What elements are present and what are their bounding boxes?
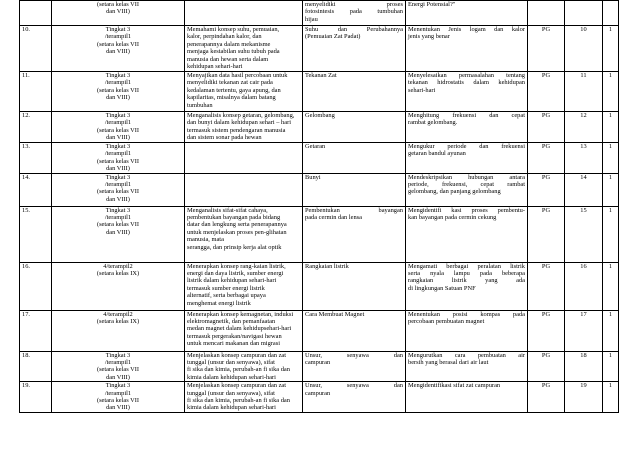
table-row	[20, 382, 619, 413]
score-cell: 1	[603, 351, 619, 382]
material-cell	[303, 26, 406, 72]
competency-cell	[185, 206, 303, 262]
cell-text-line: Mengurutkan cara pembuatan air	[408, 351, 525, 359]
cell-text-line: Menghitung frekuensi dan cepat	[408, 112, 525, 119]
material-cell	[303, 351, 406, 382]
cell-text-line: (setara kelas VII	[96, 188, 140, 196]
indicator-cell	[406, 206, 528, 262]
table-row	[20, 26, 619, 72]
cell-text-line: pembentukan bayangan pada bidang	[187, 214, 281, 222]
cell-text-line: campuran	[305, 389, 331, 397]
cell-text-line: kapilaritas, misalnya dalam batang	[187, 94, 276, 102]
score-cell: 1	[603, 112, 619, 143]
competency-cell	[185, 112, 303, 143]
cell-text-line: Menerapkan konsep rang-kaian listrik,	[187, 262, 286, 270]
cell-text-line: Mendeskripsikan hubungan antara	[408, 173, 525, 181]
level-cell	[52, 112, 185, 143]
material-cell	[303, 72, 406, 112]
question-form-cell: PG	[528, 173, 565, 206]
cell-text-line: Mengidentifikasi sifat zat campuran	[408, 382, 501, 390]
cell-text-line: dan VIII)	[106, 48, 130, 56]
cell-text-line: menghemat energi listrik	[187, 299, 251, 307]
cell-text-line: rambat gelombang.	[408, 119, 458, 127]
cell-text-line: /terampil1	[104, 33, 132, 41]
cell-text-line: kimia dalam kehidupan sehari-hari	[187, 404, 276, 412]
cell-text-line: Menentukan Jenis logam dan kalor	[408, 26, 525, 33]
table-row	[20, 206, 619, 262]
cell-text-line: /terampil1	[104, 181, 132, 189]
cell-text-line: (setara kelas VII	[96, 366, 140, 374]
competency-cell	[185, 262, 303, 310]
cell-text-line: energi dan daya listrik, sumber energi	[187, 270, 284, 278]
material-cell	[303, 262, 406, 310]
cell-text-line: (setara kelas VII	[96, 397, 140, 405]
cell-text-line: Energi Potensial?"	[408, 1, 456, 8]
indicator-cell	[406, 143, 528, 174]
cell-text-line: medan magnet dalam kehidupsehari-hari	[187, 325, 292, 333]
question-number-cell	[565, 1, 603, 26]
competency-cell	[185, 26, 303, 72]
cell-text-line: gelombang, dan panjang gelombang	[408, 188, 501, 196]
cell-text-line: alternatif, serta berbagai upaya	[187, 292, 266, 300]
cell-text-line: dan VIII)	[106, 165, 130, 173]
cell-text-line: tekanan hidrostatis dalam kehidupan	[408, 79, 525, 87]
competency-cell	[185, 143, 303, 174]
level-cell	[52, 143, 185, 174]
cell-text-line: Tingkat 3	[105, 173, 131, 181]
cell-text-line: dan VIII)	[106, 8, 130, 16]
cell-text-line: (Pemuaian Zat Padat)	[305, 33, 361, 41]
cell-text-line: menjaga kestabilan suhu tubuh pada	[187, 48, 280, 56]
cell-text-line: fotosintesis pada tumbuhan	[305, 8, 403, 16]
level-cell	[52, 173, 185, 206]
cell-text-line: Mengamati berbagai peralatan listrik	[408, 262, 525, 270]
question-number-cell: 18	[565, 351, 603, 382]
score-cell: 1	[603, 262, 619, 310]
level-cell	[52, 206, 185, 262]
cell-text-line: kimia dalam kehidupan sehari-hari	[187, 373, 276, 381]
row-number-cell: 14.	[20, 173, 52, 206]
question-number-cell: 19	[565, 382, 603, 413]
material-cell	[303, 112, 406, 143]
cell-text-line: Menyajikan data hasil percobaan untuk	[187, 72, 288, 79]
cell-text-line: elektromagnetik, dan pemanfaatan	[187, 318, 276, 326]
cell-text-line: Tingkat 3	[105, 26, 131, 33]
table-row	[20, 72, 619, 112]
cell-text-line: Menganalisis konsep getaran, gelombang,	[187, 112, 295, 119]
score-cell: 1	[603, 173, 619, 206]
cell-text-line: fi sika dan kimia, perubah-an fi sika dan	[187, 397, 290, 405]
cell-text-line: Unsur, senyawa dan	[305, 351, 403, 359]
material-cell	[303, 310, 406, 351]
indicator-cell	[406, 262, 528, 310]
competency-cell	[185, 310, 303, 351]
question-form-cell: PG	[528, 112, 565, 143]
row-number-cell	[20, 1, 52, 26]
question-number-cell: 14	[565, 173, 603, 206]
cell-text-line: periode, frekuensi, cepat rambat	[408, 181, 525, 189]
cell-text-line: rangkaian listrik yang ada	[408, 277, 525, 285]
cell-text-line: Memahami konsep suhu, pemuaian,	[187, 26, 280, 33]
cell-text-line: /terampil1	[104, 79, 132, 87]
cell-text-line: Unsur, senyawa dan	[305, 382, 403, 390]
competency-cell	[185, 173, 303, 206]
cell-text-line: /terampil1	[104, 359, 132, 367]
question-form-cell: PG	[528, 26, 565, 72]
level-cell	[52, 26, 185, 72]
question-number-cell: 11	[565, 72, 603, 112]
question-form-cell: PG	[528, 206, 565, 262]
cell-text-line: 4/terampil2	[103, 310, 133, 318]
cell-text-line: serta nyala lampu pada beberapa	[408, 270, 525, 278]
cell-text-line: Tingkat 3	[105, 72, 131, 79]
score-cell: 1	[603, 143, 619, 174]
level-cell	[52, 72, 185, 112]
cell-text-line: Tingkat 3	[105, 143, 131, 150]
cell-text-line: /terampil1	[104, 119, 132, 127]
cell-text-line: untuk menjelaskan proses pen-glihatan	[187, 228, 287, 236]
cell-text-line: Gelombang	[305, 112, 335, 119]
question-form-cell	[528, 1, 565, 26]
level-cell	[52, 310, 185, 351]
table-row	[20, 1, 619, 26]
cell-text-line: (setara kelas IX)	[96, 318, 140, 326]
question-form-cell: PG	[528, 310, 565, 351]
cell-text-line: untuk mencari makanan dan migrasi	[187, 340, 280, 348]
cell-text-line: (setara kelas VII	[96, 126, 140, 134]
cell-text-line: serangga, dan prinsip kerja alat optik	[187, 243, 282, 251]
indicator-cell	[406, 382, 528, 413]
row-number-cell: 13.	[20, 143, 52, 174]
cell-text-line: /terampil1	[104, 214, 132, 222]
cell-text-line: pada cermin dan lensa	[305, 214, 362, 222]
cell-text-line: termasuk pergerakan/navigasi hewan	[187, 332, 282, 340]
cell-text-line: (setara kelas VII	[96, 157, 140, 165]
indicator-cell	[406, 26, 528, 72]
competency-cell	[185, 351, 303, 382]
question-number-cell: 17	[565, 310, 603, 351]
row-number-cell: 11.	[20, 72, 52, 112]
score-cell: 1	[603, 310, 619, 351]
row-number-cell: 10.	[20, 26, 52, 72]
table-row	[20, 112, 619, 143]
cell-text-line: listrik dalam kehidupan sehari-hari	[187, 277, 277, 285]
question-form-cell: PG	[528, 351, 565, 382]
cell-text-line: percobaan pembuatan magnet	[408, 318, 485, 326]
cell-text-line: Rangkaian listrik	[305, 262, 349, 270]
material-cell	[303, 382, 406, 413]
cell-text-line: Mengidentifi kasi proses pembentu-	[408, 206, 525, 214]
competency-cell	[185, 1, 303, 26]
indicator-cell	[406, 112, 528, 143]
row-number-cell: 19.	[20, 382, 52, 413]
question-number-cell: 15	[565, 206, 603, 262]
question-form-cell: PG	[528, 143, 565, 174]
cell-text-line: /terampil1	[104, 389, 132, 397]
cell-text-line: menyelidiki tekanan zat cair pada	[187, 79, 273, 87]
cell-text-line: (setara kelas VII	[96, 86, 140, 94]
cell-text-line: kehidupan sehari-hari	[187, 63, 243, 71]
cell-text-line: Menyelesaikan permasalahan tentang	[408, 72, 525, 79]
cell-text-line: dan sistem sonar pada hewan	[187, 134, 262, 142]
table-row	[20, 310, 619, 351]
row-number-cell: 12.	[20, 112, 52, 143]
table-row	[20, 262, 619, 310]
cell-text-line: kan bayangan pada cermin cekung	[408, 214, 497, 222]
cell-text-line: fi sika dan kimia, perubah-an fi sika dan	[187, 366, 290, 374]
indicator-cell	[406, 72, 528, 112]
score-cell: 1	[603, 382, 619, 413]
level-cell	[52, 1, 185, 26]
indicator-cell	[406, 1, 528, 26]
cell-text-line: dan bunyi dalam kehidupan sehari – hari	[187, 119, 291, 127]
cell-text-line: tunggal (unsur dan senyawa), sifat	[187, 389, 275, 397]
level-cell	[52, 382, 185, 413]
cell-text-line: dan VIII)	[106, 195, 130, 203]
indicator-cell	[406, 310, 528, 351]
row-number-cell: 16.	[20, 262, 52, 310]
cell-text-line: Tingkat 3	[105, 382, 131, 390]
cell-text-line: dan VIII)	[106, 373, 130, 381]
cell-text-line: datar dan lengkung serta penerapannya	[187, 221, 287, 229]
material-cell	[303, 173, 406, 206]
table-row	[20, 143, 619, 174]
cell-text-line: Menentukan posisi kompas pada	[408, 310, 525, 318]
cell-text-line: termasuk sistem pendengaran manusia	[187, 126, 286, 134]
question-form-cell: PG	[528, 72, 565, 112]
cell-text-line: Mengukur periode dan frekuensi	[408, 143, 525, 150]
cell-text-line: Bunyi	[305, 173, 321, 181]
cell-text-line: Suhu dan Perubahannya	[305, 26, 403, 33]
cell-text-line: menyelidiki proses	[305, 1, 403, 8]
row-number-cell: 15.	[20, 206, 52, 262]
cell-text-line: dan VIII)	[106, 94, 130, 102]
question-number-cell: 12	[565, 112, 603, 143]
competency-cell	[185, 72, 303, 112]
indicator-cell	[406, 351, 528, 382]
cell-text-line: Tingkat 3	[105, 112, 131, 119]
cell-text-line: Menjelaskan konsep campuran dan zat	[187, 351, 287, 359]
table-row	[20, 173, 619, 206]
cell-text-line: kalor, perpindahan kalor, dan	[187, 33, 262, 41]
cell-text-line: 4/terampil2	[103, 262, 133, 270]
score-cell: 1	[603, 206, 619, 262]
question-number-cell: 10	[565, 26, 603, 72]
level-cell	[52, 262, 185, 310]
cell-text-line: sehari-hari	[408, 86, 436, 94]
question-form-cell: PG	[528, 382, 565, 413]
cell-text-line: (setara kelas IX)	[96, 270, 140, 278]
question-number-cell: 13	[565, 143, 603, 174]
cell-text-line: di lingkungan Satuan PNF	[408, 284, 476, 292]
kisi-kisi-table	[19, 0, 619, 413]
material-cell	[303, 143, 406, 174]
cell-text-line: jenis yang benar	[408, 33, 450, 41]
cell-text-line: dan VIII)	[106, 404, 130, 412]
question-number-cell: 16	[565, 262, 603, 310]
question-form-cell: PG	[528, 262, 565, 310]
cell-text-line: kedalaman tertentu, gaya apung, dan	[187, 86, 281, 94]
score-cell: 1	[603, 72, 619, 112]
score-cell	[603, 1, 619, 26]
cell-text-line: termasuk sumber energi listrik	[187, 284, 265, 292]
cell-text-line: /terampil1	[104, 150, 132, 158]
cell-text-line: Tingkat 3	[105, 351, 131, 359]
cell-text-line: (setara kelas VII	[96, 40, 140, 48]
cell-text-line: tunggal (unsur dan senyawa), sifat	[187, 359, 275, 367]
cell-text-line: Pembentukan bayangan	[305, 206, 403, 214]
table-row	[20, 351, 619, 382]
cell-text-line: bersih yang berasal dari air laut	[408, 359, 489, 367]
cell-text-line: dan VIII)	[106, 228, 130, 236]
indicator-cell	[406, 173, 528, 206]
cell-text-line: getaran bandul ayunan	[408, 150, 466, 158]
row-number-cell: 17.	[20, 310, 52, 351]
cell-text-line: dan VIII)	[106, 134, 130, 142]
cell-text-line: (setara kelas VII	[96, 221, 140, 229]
level-cell	[52, 351, 185, 382]
cell-text-line: penerapannya dalam mekanisme	[187, 40, 271, 48]
cell-text-line: hijau	[305, 15, 318, 23]
material-cell	[303, 1, 406, 26]
cell-text-line: campuran	[305, 359, 331, 367]
cell-text-line: Menganalisis sifat-sifat cahaya,	[187, 206, 268, 214]
cell-text-line: Cara Membuat Magnet	[305, 310, 365, 318]
score-cell: 1	[603, 26, 619, 72]
cell-text-line: manusia, mata	[187, 236, 224, 244]
cell-text-line: Tekanan Zat	[305, 72, 337, 79]
row-number-cell: 18.	[20, 351, 52, 382]
cell-text-line: (setara kelas VII	[96, 1, 140, 8]
cell-text-line: tumbuhan	[187, 101, 213, 109]
cell-text-line: manusia dan hewan serta dalam	[187, 55, 269, 63]
cell-text-line: Getaran	[305, 143, 326, 150]
cell-text-line: Menerapkan konsep kemagnetan, induksi	[187, 310, 294, 318]
cell-text-line: Tingkat 3	[105, 206, 131, 214]
competency-cell	[185, 382, 303, 413]
cell-text-line: Menjelaskan konsep campuran dan zat	[187, 382, 287, 390]
material-cell	[303, 206, 406, 262]
